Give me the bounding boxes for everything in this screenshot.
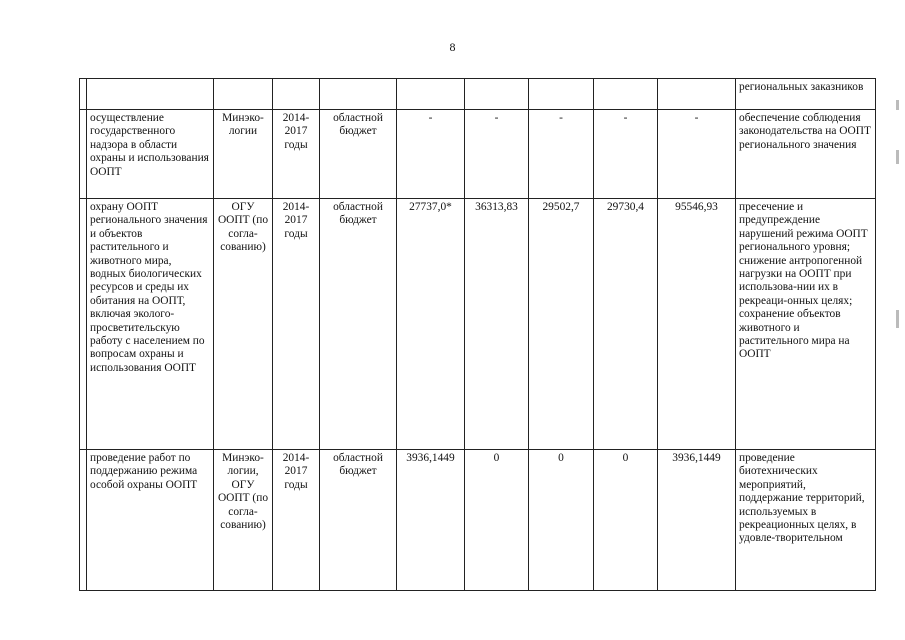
y2016-cell: 0 [594, 450, 658, 591]
period-cell: 2014-2017 годы [273, 450, 320, 591]
result-cell: региональных заказников [736, 79, 876, 110]
period-cell: 2014-2017 годы [273, 110, 320, 199]
table-row [80, 110, 876, 199]
y2014-cell: 0 [465, 450, 529, 591]
index-cell [80, 79, 87, 110]
result-cell: пресечение и предупреждение нарушений режима ООПТ регионального уровня; снижение антропогенной нагрузки на ООПТ при использова-нии их в рекреаци-онных целях; сохранение объектов животного и растительного мира на ООПТ [736, 199, 876, 450]
y2015-cell: 29502,7 [529, 199, 594, 450]
total-cell [397, 79, 465, 110]
page-number: 8 [449, 40, 456, 54]
source-cell: областной бюджет [320, 110, 397, 199]
y2015-cell [529, 79, 594, 110]
measure-cell: охрану ООПТ регионального значения и объектов растительного и животного мира, водных биологических ресурсов и среды их обитания на ООПТ, включая эколого-просветительскую работу с населением по вопросам охраны и использования ООПТ [87, 199, 214, 450]
y2014-cell: - [465, 110, 529, 199]
measure-cell: осуществление государственного надзора в области охраны и использования ООПТ [87, 110, 214, 199]
y2015-cell: 0 [529, 450, 594, 591]
y2016-cell [594, 79, 658, 110]
y2015-cell: - [529, 110, 594, 199]
index-cell [80, 199, 87, 450]
table-row [80, 199, 876, 450]
total-cell: 27737,0* [397, 199, 465, 450]
y2016-cell: 29730,4 [594, 199, 658, 450]
scan-margin-mark [896, 310, 899, 328]
period-cell [273, 79, 320, 110]
measure-cell: проведение работ по поддержанию режима особой охраны ООПТ [87, 450, 214, 591]
index-cell [80, 110, 87, 199]
source-cell: областной бюджет [320, 199, 397, 450]
y2016-cell: - [594, 110, 658, 199]
y2017-cell: - [658, 110, 736, 199]
scan-margin-mark [896, 100, 899, 110]
y2017-cell: 3936,1449 [658, 450, 736, 591]
total-cell: - [397, 110, 465, 199]
period-cell: 2014-2017 годы [273, 199, 320, 450]
executor-cell: Минэко-логии [214, 110, 273, 199]
y2017-cell [658, 79, 736, 110]
scan-margin-mark [896, 150, 899, 164]
index-cell [80, 450, 87, 591]
table-row-continuation [80, 79, 876, 110]
program-table [79, 78, 876, 591]
source-cell [320, 79, 397, 110]
total-cell: 3936,1449 [397, 450, 465, 591]
executor-cell [214, 79, 273, 110]
result-cell: проведение биотехнических мероприятий, поддержание территорий, используемых в рекреационных целях, в удовле-творительном [736, 450, 876, 591]
result-cell: обеспечение соблюдения законодательства на ООПТ регионального значения [736, 110, 876, 199]
y2017-cell: 95546,93 [658, 199, 736, 450]
executor-cell: Минэко-логии, ОГУ ООПТ (по согла-сованию) [214, 450, 273, 591]
y2014-cell: 36313,83 [465, 199, 529, 450]
measure-cell [87, 79, 214, 110]
table-row [80, 450, 876, 591]
source-cell: областной бюджет [320, 450, 397, 591]
executor-cell: ОГУ ООПТ (по согла-сованию) [214, 199, 273, 450]
y2014-cell [465, 79, 529, 110]
